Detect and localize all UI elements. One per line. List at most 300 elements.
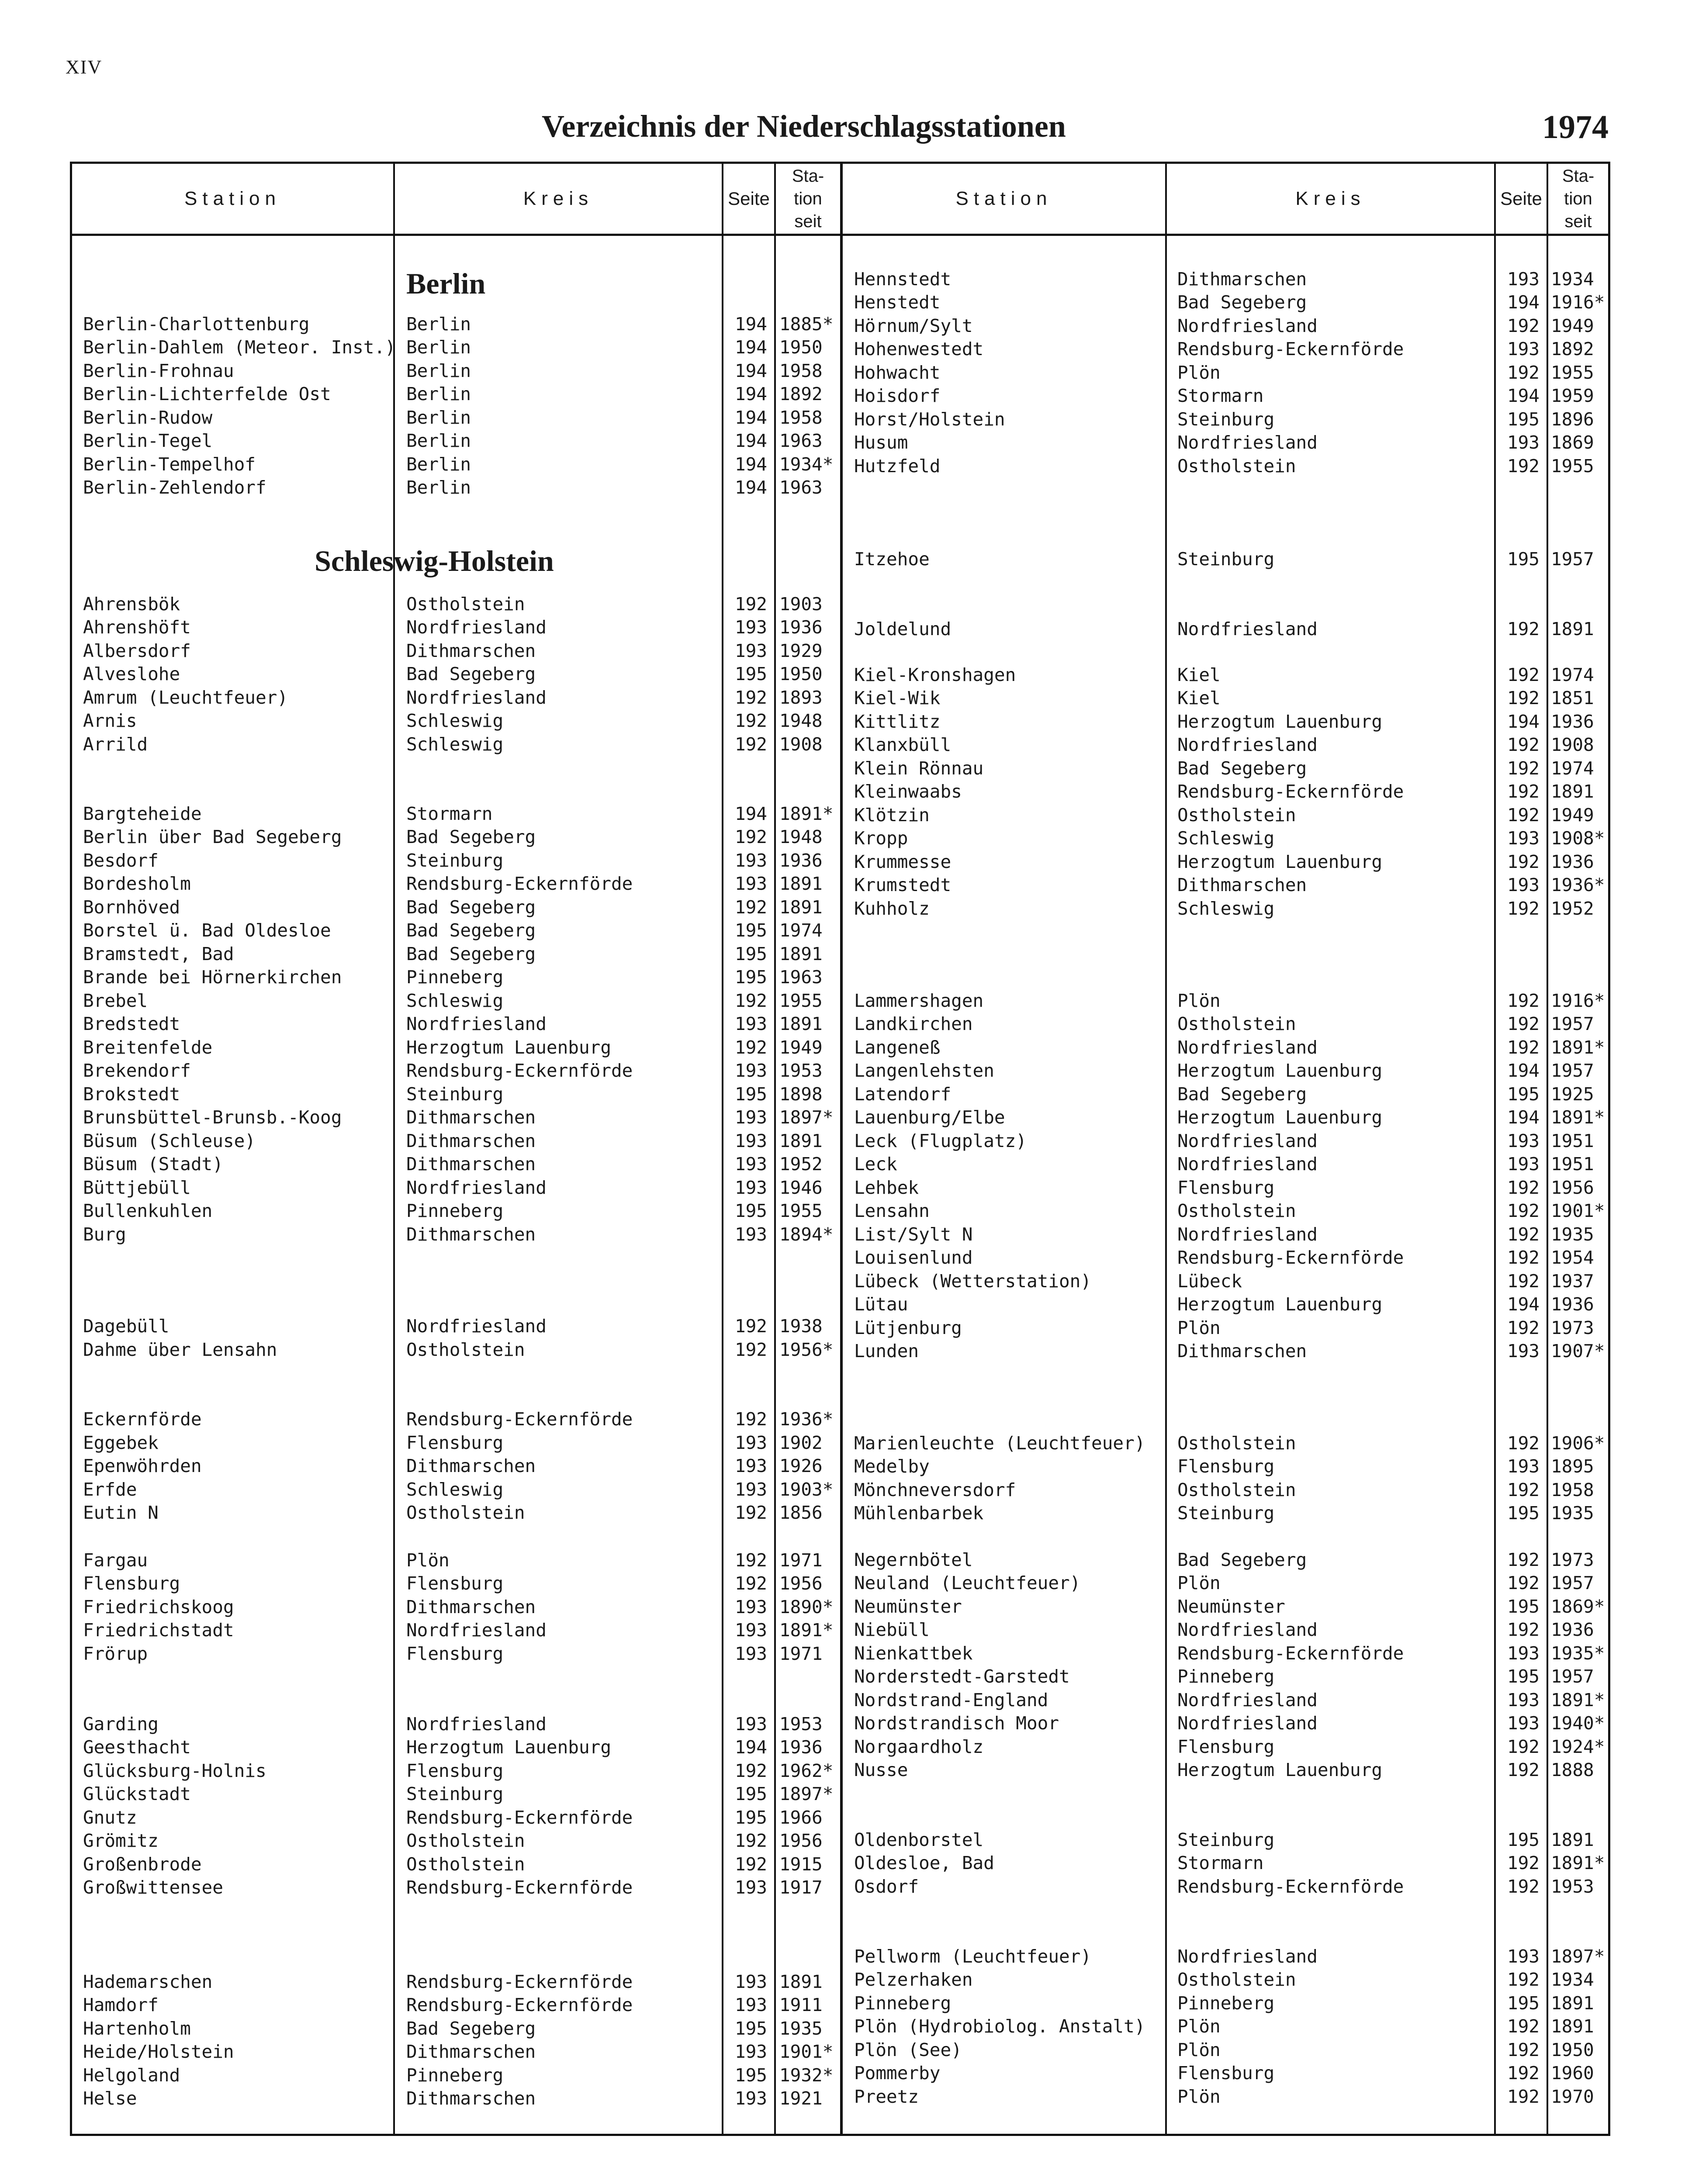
cell-station: Großwittensee	[83, 1877, 223, 1898]
cell-seite: 192	[1507, 619, 1540, 639]
cell-kreis: Dithmarschen	[1177, 1341, 1307, 1362]
cell-kreis: Steinburg	[1177, 549, 1275, 570]
cell-station-seit: 1925	[1551, 1084, 1594, 1105]
cell-seite: 195	[734, 1084, 767, 1105]
cell-station-seit: 1891	[779, 1130, 823, 1151]
cell-station: Pelzerhaken	[854, 1969, 973, 1990]
cell-station: Borstel ü. Bad Oldesloe	[83, 920, 331, 941]
cell-station-seit: 1934	[1551, 1969, 1594, 1990]
cell-seite: 194	[734, 337, 767, 358]
cell-seite: 193	[1507, 1946, 1540, 1967]
cell-station: Langeneß	[854, 1037, 941, 1058]
cell-kreis: Nordfriesland	[1177, 1690, 1318, 1711]
cell-kreis: Rendsburg-Eckernförde	[406, 1994, 633, 2015]
cell-station-seit: 1869	[1551, 432, 1594, 453]
cell-station: Marienleuchte (Leuchtfeuer)	[854, 1433, 1145, 1454]
cell-station-seit: 1888	[1551, 1759, 1594, 1780]
cell-station: Hörnum/Sylt	[854, 315, 973, 336]
cell-seite: 192	[734, 1854, 767, 1875]
cell-kreis: Nordfriesland	[406, 1714, 547, 1735]
cell-seite: 192	[734, 710, 767, 731]
table-row	[0, 826, 1685, 850]
cell-kreis: Dithmarschen	[406, 2041, 536, 2062]
header-seit-line2: tion	[794, 189, 822, 208]
cell-seite: 192	[734, 1550, 767, 1571]
cell-kreis: Pinneberg	[406, 1200, 504, 1221]
cell-station-seit: 1891*	[1551, 1037, 1605, 1058]
cell-seite: 192	[1507, 1736, 1540, 1757]
table-row	[0, 989, 1685, 1013]
cell-seite: 193	[734, 873, 767, 894]
cell-kreis: Nordfriesland	[1177, 1154, 1318, 1175]
cell-station: Lütjenburg	[854, 1317, 962, 1338]
cell-seite: 192	[734, 1830, 767, 1851]
cell-kreis: Bad Segeberg	[406, 826, 536, 847]
cell-seite: 192	[1507, 990, 1540, 1011]
cell-seite: 192	[1507, 805, 1540, 826]
cell-station-seit: 1906*	[1551, 1433, 1605, 1454]
cell-seite: 194	[1507, 385, 1540, 406]
cell-kreis: Flensburg	[1177, 1456, 1275, 1477]
cell-kreis: Stormarn	[406, 803, 493, 824]
cell-station: Berlin-Frohnau	[83, 360, 234, 381]
cell-seite: 192	[1507, 456, 1540, 477]
cell-station: Pellworm (Leuchtfeuer)	[854, 1946, 1092, 1967]
cell-seite: 193	[1507, 874, 1540, 895]
cell-station: Krummesse	[854, 851, 951, 872]
cell-kreis: Ostholstein	[1177, 1969, 1296, 1990]
cell-kreis: Schleswig	[406, 990, 504, 1011]
cell-station-seit: 1891*	[779, 803, 834, 824]
cell-kreis: Dithmarschen	[406, 1597, 536, 1617]
cell-station-seit: 1908	[779, 734, 823, 755]
table-row	[0, 1758, 1685, 1782]
cell-station-seit: 1957	[1551, 549, 1594, 570]
cell-kreis: Nordfriesland	[406, 1316, 547, 1337]
cell-seite: 195	[734, 967, 767, 988]
cell-station: Ahrenshöft	[83, 617, 191, 638]
cell-station-seit: 1891*	[1551, 1852, 1605, 1873]
cell-kreis: Nordfriesland	[1177, 1130, 1318, 1151]
cell-kreis: Herzogtum Lauenburg	[1177, 711, 1382, 732]
cell-seite: 194	[1507, 1107, 1540, 1128]
cell-station-seit: 1891	[1551, 619, 1594, 639]
cell-seite: 194	[1507, 292, 1540, 313]
cell-station: Louisenlund	[854, 1247, 973, 1268]
cell-seite: 193	[734, 1154, 767, 1175]
cell-kreis: Nordfriesland	[406, 1013, 547, 1034]
cell-kreis: Steinburg	[1177, 1829, 1275, 1850]
cell-station: Büsum (Stadt)	[83, 1154, 223, 1175]
cell-station: Berlin-Zehlendorf	[83, 477, 266, 498]
cell-station: Glücksburg-Holnis	[83, 1760, 266, 1781]
cell-kreis: Nordfriesland	[1177, 734, 1318, 755]
cell-kreis: Pinneberg	[406, 2065, 504, 2086]
cell-kreis: Bad Segeberg	[406, 897, 536, 918]
cell-station-seit: 1936	[1551, 1294, 1594, 1315]
cell-station-seit: 1892	[779, 384, 823, 404]
cell-seite: 193	[734, 1877, 767, 1898]
cell-station-seit: 1936*	[779, 1409, 834, 1430]
cell-station-seit: 1936	[1551, 1619, 1594, 1640]
table-row	[0, 803, 1685, 827]
cell-seite: 194	[734, 384, 767, 404]
cell-station-seit: 1974	[1551, 664, 1594, 685]
cell-seite: 192	[1507, 734, 1540, 755]
cell-station-seit: 1953	[779, 1060, 823, 1081]
cell-station-seit: 1897*	[1551, 1946, 1605, 1967]
cell-station: Henstedt	[854, 292, 941, 313]
table-row	[0, 547, 1685, 571]
table-row	[0, 1665, 1685, 1688]
cell-seite: 192	[734, 897, 767, 918]
cell-station-seit: 1891	[1551, 1993, 1594, 2014]
table-row	[0, 2038, 1685, 2062]
cell-station: Heide/Holstein	[83, 2041, 234, 2062]
cell-station-seit: 1940*	[1551, 1713, 1605, 1734]
cell-kreis: Steinburg	[406, 1084, 504, 1105]
cell-station: Langenlehsten	[854, 1060, 994, 1081]
table-row	[0, 2015, 1685, 2038]
table-row	[0, 2061, 1685, 2085]
cell-station-seit: 1936*	[1551, 874, 1605, 895]
cell-seite: 192	[734, 1409, 767, 1430]
cell-station-seit: 1891*	[1551, 1107, 1605, 1128]
cell-station-seit: 1903*	[779, 1479, 834, 1500]
cell-station: Lübeck (Wetterstation)	[854, 1271, 1092, 1292]
cell-station-seit: 1936	[779, 617, 823, 638]
cell-station: Nienkattbek	[854, 1643, 973, 1664]
table-row	[0, 1945, 1685, 1968]
cell-station: Horst/Holstein	[854, 409, 1005, 430]
cell-kreis: Bad Segeberg	[1177, 1549, 1307, 1570]
cell-kreis: Flensburg	[1177, 2063, 1275, 2084]
cell-kreis: Herzogtum Lauenburg	[1177, 1294, 1382, 1315]
cell-station-seit: 1934	[1551, 269, 1594, 290]
cell-station-seit: 1960	[1551, 2063, 1594, 2084]
cell-station-seit: 1898	[779, 1084, 823, 1105]
table-row	[0, 1223, 1685, 1246]
cell-station-seit: 1897*	[779, 1783, 834, 1804]
cell-station-seit: 1921	[779, 2088, 823, 2109]
header-seit-line1: Sta-	[1562, 166, 1595, 186]
cell-kreis: Plön	[1177, 990, 1221, 1011]
cell-station: Lauenburg/Elbe	[854, 1107, 1005, 1128]
cell-station: Leck (Flugplatz)	[854, 1130, 1027, 1151]
cell-station-seit: 1963	[779, 967, 823, 988]
cell-seite: 195	[1507, 1666, 1540, 1687]
cell-station-seit: 1974	[779, 920, 823, 941]
cell-station-seit: 1953	[779, 1714, 823, 1735]
table-row	[0, 873, 1685, 897]
cell-kreis: Nordfriesland	[1177, 1224, 1318, 1245]
cell-kreis: Nordfriesland	[406, 617, 547, 638]
cell-station: Kleinwaabs	[854, 781, 962, 802]
cell-kreis: Kiel	[1177, 688, 1221, 708]
cell-kreis: Pinneberg	[1177, 1666, 1275, 1687]
table-row	[0, 1176, 1685, 1199]
cell-kreis: Bad Segeberg	[1177, 292, 1307, 313]
cell-seite: 193	[734, 1455, 767, 1476]
cell-kreis: Plön	[1177, 362, 1221, 383]
cell-station-seit: 1891*	[779, 1620, 834, 1641]
cell-kreis: Rendsburg-Eckernförde	[1177, 339, 1404, 359]
cell-seite: 192	[1507, 688, 1540, 708]
cell-station-seit: 1950	[779, 663, 823, 684]
cell-station: Brande bei Hörnerkirchen	[83, 967, 342, 988]
cell-kreis: Bad Segeberg	[406, 2018, 536, 2039]
cell-station-seit: 1935	[1551, 1503, 1594, 1524]
cell-kreis: Schleswig	[406, 1479, 504, 1500]
cell-seite: 192	[734, 990, 767, 1011]
cell-kreis: Herzogtum Lauenburg	[1177, 1759, 1382, 1780]
table-row	[0, 1641, 1685, 1665]
cell-station: Bargteheide	[83, 803, 202, 824]
table-row	[0, 1711, 1685, 1735]
cell-station: Besdorf	[83, 850, 159, 871]
cell-station: Bordesholm	[83, 873, 191, 894]
cell-station: Latendorf	[854, 1084, 951, 1105]
cell-kreis: Neumünster	[1177, 1596, 1285, 1617]
cell-station: Dagebüll	[83, 1316, 170, 1337]
cell-kreis: Ostholstein	[1177, 1479, 1296, 1500]
table-row	[0, 686, 1685, 710]
cell-station-seit: 1903	[779, 594, 823, 615]
page-title: Verzeichnis der Niederschlagsstationen	[542, 109, 1066, 144]
cell-seite: 192	[1507, 1271, 1540, 1292]
table-row	[0, 337, 1685, 361]
cell-station: Hoisdorf	[854, 385, 941, 406]
cell-seite: 194	[734, 314, 767, 335]
cell-station: Glückstadt	[83, 1783, 191, 1804]
cell-seite: 192	[1507, 2016, 1540, 2037]
cell-seite: 192	[734, 734, 767, 755]
cell-station-seit: 1971	[779, 1550, 823, 1571]
cell-station-seit: 1891	[779, 943, 823, 964]
cell-station: Norderstedt-Garstedt	[854, 1666, 1070, 1687]
cell-kreis: Rendsburg-Eckernförde	[406, 1409, 633, 1430]
cell-seite: 195	[1507, 1084, 1540, 1105]
cell-kreis: Rendsburg-Eckernförde	[1177, 1876, 1404, 1897]
cell-kreis: Schleswig	[406, 734, 504, 755]
cell-station-seit: 1951	[1551, 1130, 1594, 1151]
cell-seite: 193	[734, 1224, 767, 1245]
cell-station-seit: 1851	[1551, 688, 1594, 708]
cell-kreis: Ostholstein	[1177, 1433, 1296, 1454]
cell-station: Lütau	[854, 1294, 908, 1315]
cell-station: Arnis	[83, 710, 137, 731]
cell-station: Lammershagen	[854, 990, 984, 1011]
cell-station: Lunden	[854, 1341, 919, 1362]
cell-station: Hamdorf	[83, 1994, 159, 2015]
cell-kreis: Ostholstein	[406, 1830, 525, 1851]
cell-kreis: Berlin	[406, 360, 471, 381]
cell-station: Eckernförde	[83, 1409, 202, 1430]
cell-station: Pommerby	[854, 2063, 941, 2084]
cell-kreis: Berlin	[406, 477, 471, 498]
cell-kreis: Herzogtum Lauenburg	[406, 1037, 611, 1058]
cell-seite: 195	[734, 920, 767, 941]
cell-station: Hennstedt	[854, 269, 951, 290]
cell-station: Nusse	[854, 1759, 908, 1780]
cell-seite: 193	[734, 1177, 767, 1198]
header-station-left: Station	[184, 188, 281, 209]
cell-station: Helse	[83, 2088, 137, 2109]
cell-station: Breitenfelde	[83, 1037, 213, 1058]
cell-station-seit: 1938	[779, 1316, 823, 1337]
table-row	[0, 757, 1685, 780]
table-row	[0, 1828, 1685, 1852]
table-row	[0, 1991, 1685, 2015]
cell-station-seit: 1973	[1551, 1317, 1594, 1338]
cell-seite: 192	[1507, 1619, 1540, 1640]
cell-kreis: Rendsburg-Eckernförde	[1177, 1247, 1404, 1268]
table-row	[0, 1316, 1685, 1340]
cell-station: Osdorf	[854, 1876, 919, 1897]
cell-station: Bornhöved	[83, 897, 180, 918]
cell-kreis: Dithmarschen	[406, 1107, 536, 1128]
cell-station-seit: 1949	[779, 1037, 823, 1058]
cell-seite: 193	[734, 2041, 767, 2062]
cell-kreis: Steinburg	[1177, 409, 1275, 430]
table-row	[0, 617, 1685, 641]
cell-kreis: Lübeck	[1177, 1271, 1242, 1292]
cell-station: Büttjebüll	[83, 1177, 191, 1198]
cell-seite: 192	[1507, 1037, 1540, 1058]
cell-seite: 192	[1507, 1876, 1540, 1897]
cell-kreis: Ostholstein	[1177, 1200, 1296, 1221]
cell-kreis: Rendsburg-Eckernförde	[406, 1971, 633, 1992]
cell-kreis: Dithmarschen	[406, 2088, 536, 2109]
cell-station: Amrum (Leuchtfeuer)	[83, 687, 288, 708]
cell-station-seit: 1951	[1551, 1154, 1594, 1175]
cell-station-seit: 1891	[779, 873, 823, 894]
table-row	[0, 1431, 1685, 1455]
cell-station-seit: 1957	[1551, 1060, 1594, 1081]
cell-station-seit: 1936	[779, 1737, 823, 1758]
cell-station-seit: 1954	[1551, 1247, 1594, 1268]
cell-station: Alveslohe	[83, 663, 180, 684]
table-row	[0, 1548, 1685, 1572]
cell-kreis: Dithmarschen	[1177, 269, 1307, 290]
cell-station: Oldenborstel	[854, 1829, 984, 1850]
table-row	[0, 897, 1685, 920]
table-row	[0, 1199, 1685, 1223]
cell-station-seit: 1908*	[1551, 828, 1605, 849]
cell-station: Plön (See)	[854, 2039, 962, 2060]
section-title-berlin: Berlin	[406, 267, 486, 300]
cell-station-seit: 1974	[1551, 758, 1594, 779]
cell-station-seit: 1956*	[779, 1339, 834, 1360]
cell-seite: 192	[1507, 1224, 1540, 1245]
header-station-right: Station	[955, 188, 1052, 209]
cell-station-seit: 1956	[779, 1573, 823, 1594]
table-row	[0, 1478, 1685, 1502]
cell-kreis: Stormarn	[1177, 1852, 1264, 1873]
cell-station: Nordstrandisch Moor	[854, 1713, 1059, 1734]
table-row	[0, 361, 1685, 384]
cell-kreis: Bad Segeberg	[1177, 758, 1307, 779]
cell-station-seit: 1902	[779, 1432, 823, 1453]
cell-station: Landkirchen	[854, 1013, 973, 1034]
cell-station-seit: 1916*	[1551, 292, 1605, 313]
cell-seite: 195	[1507, 1993, 1540, 2014]
cell-seite: 195	[734, 1783, 767, 1804]
table-row	[0, 1269, 1685, 1293]
cell-station-seit: 1955	[1551, 362, 1594, 383]
cell-kreis: Flensburg	[406, 1573, 504, 1594]
cell-seite: 192	[1507, 664, 1540, 685]
cell-seite: 192	[1507, 1200, 1540, 1221]
cell-seite: 192	[734, 1573, 767, 1594]
cell-station-seit: 1901*	[779, 2041, 834, 2062]
cell-seite: 195	[734, 663, 767, 684]
cell-station-seit: 1956	[779, 1830, 823, 1851]
cell-kreis: Dithmarschen	[406, 1154, 536, 1175]
cell-station: Eggebek	[83, 1432, 159, 1453]
cell-station: Hademarschen	[83, 1971, 213, 1992]
cell-seite: 195	[1507, 409, 1540, 430]
cell-station-seit: 1885*	[779, 314, 834, 335]
cell-seite: 194	[734, 430, 767, 451]
cell-seite: 192	[1507, 1549, 1540, 1570]
cell-station: Lensahn	[854, 1200, 930, 1221]
cell-station: Friedrichstadt	[83, 1620, 234, 1641]
cell-station-seit: 1934*	[779, 454, 834, 475]
cell-kreis: Rendsburg-Eckernförde	[406, 873, 633, 894]
table-row	[0, 2085, 1685, 2108]
cell-station: Brokstedt	[83, 1084, 180, 1105]
cell-station: Bramstedt, Bad	[83, 943, 234, 964]
cell-station: Gnutz	[83, 1807, 137, 1828]
cell-kreis: Flensburg	[1177, 1736, 1275, 1757]
cell-kreis: Schleswig	[1177, 828, 1275, 849]
cell-kreis: Kiel	[1177, 664, 1221, 685]
cell-station: Bredstedt	[83, 1013, 180, 1034]
cell-seite: 192	[734, 1760, 767, 1781]
cell-station-seit: 1891	[1551, 1829, 1594, 1850]
cell-seite: 194	[734, 477, 767, 498]
cell-seite: 192	[1507, 781, 1540, 802]
table-row	[0, 1455, 1685, 1478]
cell-station: Oldesloe, Bad	[854, 1852, 994, 1873]
cell-kreis: Ostholstein	[406, 1502, 525, 1523]
cell-kreis: Nordfriesland	[406, 687, 547, 708]
cell-kreis: Plön	[1177, 2039, 1221, 2060]
cell-seite: 192	[734, 594, 767, 615]
cell-kreis: Rendsburg-Eckernförde	[1177, 781, 1404, 802]
cell-station-seit: 1891	[779, 1971, 823, 1992]
cell-seite: 193	[734, 2088, 767, 2109]
cell-station: Großenbrode	[83, 1854, 202, 1875]
cell-seite: 193	[734, 850, 767, 871]
cell-station-seit: 1949	[1551, 805, 1594, 826]
cell-kreis: Rendsburg-Eckernförde	[406, 1877, 633, 1898]
cell-station: Klötzin	[854, 805, 930, 826]
cell-seite: 194	[734, 407, 767, 428]
cell-kreis: Ostholstein	[1177, 1013, 1296, 1034]
cell-seite: 193	[1507, 1713, 1540, 1734]
cell-seite: 195	[1507, 1829, 1540, 1850]
cell-kreis: Berlin	[406, 337, 471, 358]
cell-seite: 192	[1507, 1013, 1540, 1034]
cell-seite: 193	[734, 1643, 767, 1664]
table-row	[0, 454, 1685, 478]
cell-seite: 195	[734, 943, 767, 964]
table-row	[0, 1688, 1685, 1712]
cell-seite: 195	[734, 2018, 767, 2039]
cell-kreis: Berlin	[406, 430, 471, 451]
